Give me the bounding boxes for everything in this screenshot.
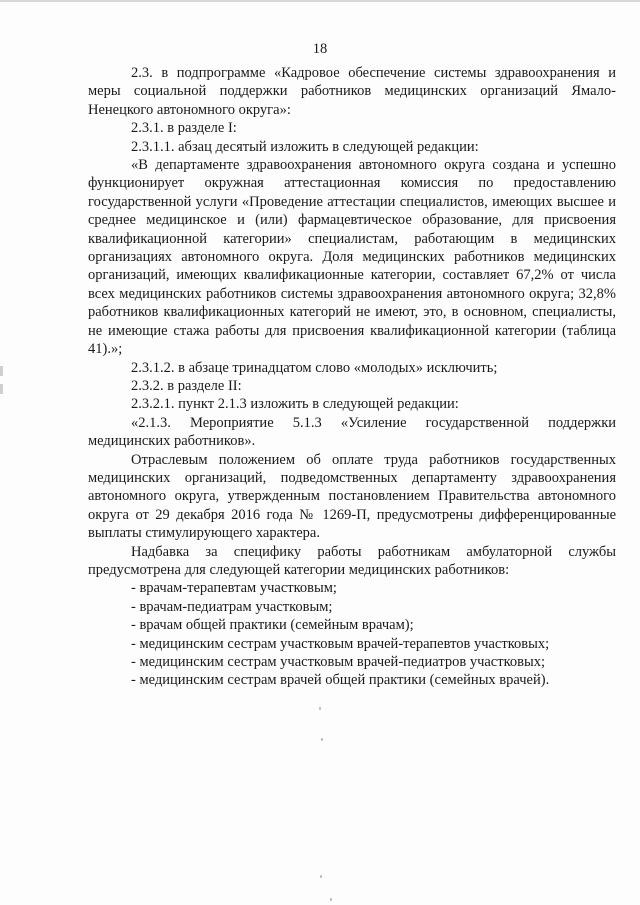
list-item: - врачам-терапевтам участковым; — [131, 580, 337, 597]
list-item: - медицинским сестрам врачей общей практики (семейных врачей). — [131, 672, 550, 689]
list-item: - медицинским сестрам участковым врачей-терапевтов участковых; — [131, 635, 550, 652]
paragraph-payment-regulation: Отраслевым положением об оплате труда работников государственных медицинских организаций, подведомственных департаменту здравоохранения автономного округа, утвержденным постановлением Правительства автономного округа от 29 декабря 2016 года № 1269-П, предусмотрены дифференцированные выплаты стимулирующего характера. — [88, 451, 616, 542]
paragraph-2-3-1-1: 2.3.1.1. абзац десятый изложить в следующей редакции: — [131, 138, 479, 155]
list-item: - медицинским сестрам участковым врачей-педиатров участковых; — [131, 654, 546, 670]
left-edge-scan-mark — [0, 384, 3, 394]
document-body — [88, 64, 616, 690]
left-edge-scan-mark — [0, 366, 3, 376]
paragraph-2-1-3: «2.1.3. Мероприятие 5.1.3 «Усиление государственной поддержки медицинских работников». — [88, 414, 616, 450]
paragraph-quoted-commission: «В департаменте здравоохранения автономного округа создана и успешно функционирует окружная аттестационная комиссия по предоставлению государственной услуги «Проведение аттестации специалистов, имеющих высшее и среднее медицинское и (или) фармацевтическое образование, для присвоения квалификационной категории» специалистам, работающим в медицинских организациях автономного округа. Доля медицинских работников медицинских организаций, имеющих квалификационные категории, составляет 67,2% от числа всех медицинских работников системы здравоохранения автономного округа; 32,8% работников квалификационных категорий не имеют, это, в основном, специалисты, не имеющие стажа работы для присвоения квалификационной категории (таблица 41).»; — [88, 157, 616, 358]
page-number: 18 — [312, 41, 328, 57]
paragraph-2-3: 2.3. в подпрограмме «Кадровое обеспечение системы здравоохранения и меры социальной поддержки работников медицинских организаций Ямало-Ненецкого автономного округа»: — [88, 65, 616, 118]
top-scan-rule — [0, 0, 640, 2]
list-item: - врачам общей практики (семейным врачам); — [131, 617, 414, 634]
paragraph-2-3-2: 2.3.2. в разделе II: — [131, 377, 242, 394]
worker-category-list — [88, 579, 616, 689]
scan-artifact — [320, 875, 322, 878]
paragraph-2-3-1-2: 2.3.1.2. в абзаце тринадцатом слово «молодых» исключить; — [131, 359, 498, 376]
paragraph-allowance: Надбавка за специфику работы работникам амбулаторной службы предусмотрена для следующей категории медицинских работников: — [88, 543, 616, 578]
scan-artifact — [319, 707, 321, 710]
paragraph-2-3-2-1: 2.3.2.1. пункт 2.1.3 изложить в следующей редакции: — [131, 396, 459, 413]
scan-artifact — [330, 898, 332, 901]
paragraph-2-3-1: 2.3.1. в разделе I: — [131, 120, 237, 137]
scan-artifact — [321, 738, 323, 741]
list-item: - врачам-педиатрам участковым; — [131, 598, 333, 615]
